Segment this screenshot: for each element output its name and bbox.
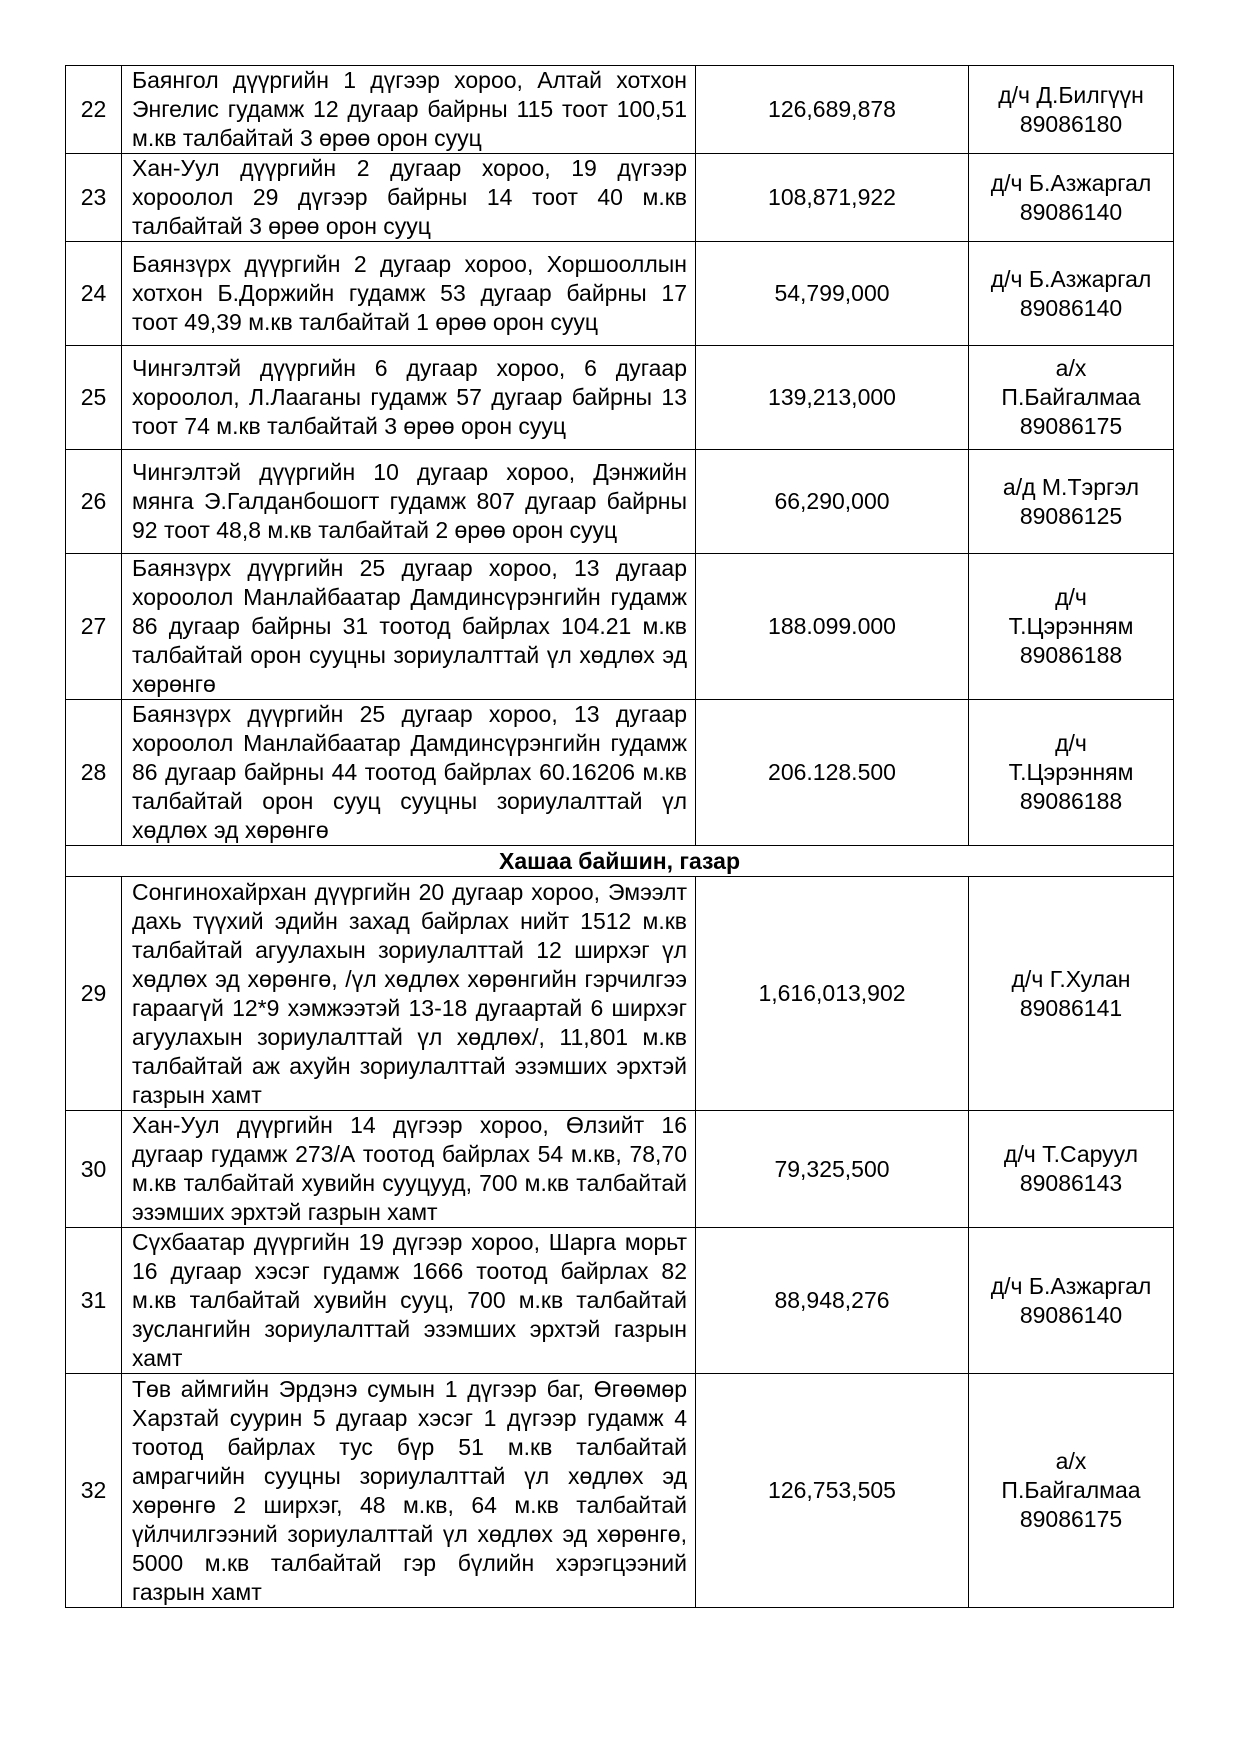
contact-person xyxy=(969,700,1174,846)
contact-person xyxy=(969,554,1174,700)
contact-line: 89086188 xyxy=(1019,642,1123,668)
property-price: 88,948,276 xyxy=(696,1228,969,1374)
property-description: Хан-Уул дүүргийн 14 дүгээр хороо, Өлзийт 16 дугаар гудамж 273/А тоотод байрлах 54 м.кв, 78,70 м.кв талбайтай хувийн сууцууд, 700 м.кв талбайтай эзэмших эрхтэй газрын хамт xyxy=(122,1111,696,1228)
table-row xyxy=(66,154,1174,242)
property-description: Баянзүрх дүүргийн 25 дугаар хороо, 13 дугаар хороолол Манлайбаатар Дамдинсүрэнгийн гудамж 86 дугаар байрны 31 тоотод байрлах 104.21 м.кв талбайтай орон сууцны зориулалттай үл хөдлөх эд хөрөнгө xyxy=(122,554,696,700)
table-row xyxy=(66,1111,1174,1228)
contact-person xyxy=(969,1228,1174,1374)
contact-line: д/ч Д.Билгүүн xyxy=(998,81,1144,108)
contact-line: 89086141 xyxy=(1019,994,1123,1021)
contact-line: 89086125 xyxy=(1019,502,1123,529)
contact-line: 89086140 xyxy=(1019,198,1123,225)
contact-person xyxy=(969,1374,1174,1608)
row-number: 32 xyxy=(66,1374,122,1608)
property-description: Төв аймгийн Эрдэнэ сумын 1 дүгээр баг, Өгөөмөр Харзтай суурин 5 дугаар хэсэг 1 дүгээр гудамж 4 тоотод байрлах тус бүр 51 м.кв талбайтай амрагчийн сууцны зориулалттай үл хөдлөх эд хөрөнгө 2 ширхэг, 48 м.кв, 64 м.кв талбайтай үйлчилгээний зориулалттай үл хөдлөх эд хөрөнгө, 5000 м.кв талбайтай гэр бүлийн хэрэгцээний газрын хамт xyxy=(122,1374,696,1608)
property-table xyxy=(65,65,1174,1608)
row-number: 31 xyxy=(66,1228,122,1374)
contact-line: 89086175 xyxy=(1019,1506,1123,1532)
row-number: 25 xyxy=(66,346,122,450)
row-number: 30 xyxy=(66,1111,122,1228)
apartment-rows xyxy=(66,66,1174,846)
contact-line: д/ч Б.Азжаргал xyxy=(990,265,1152,292)
table-row xyxy=(66,1374,1174,1608)
contact-line: а/х xyxy=(1055,355,1087,381)
table-row xyxy=(66,66,1174,154)
property-price: 126,753,505 xyxy=(696,1374,969,1608)
contact-line: 89086175 xyxy=(1019,413,1123,439)
table-row xyxy=(66,554,1174,700)
row-number: 28 xyxy=(66,700,122,846)
contact-line: д/ч Б.Азжаргал xyxy=(990,1272,1152,1299)
property-price: 188.099.000 xyxy=(696,554,969,700)
contact-person xyxy=(969,242,1174,346)
property-price: 108,871,922 xyxy=(696,154,969,242)
row-number: 27 xyxy=(66,554,122,700)
contact-line: Т.Цэрэнням xyxy=(1008,759,1134,785)
contact-line: д/ч xyxy=(1055,730,1087,756)
contact-line: Т.Цэрэнням xyxy=(1008,613,1134,639)
table-row xyxy=(66,242,1174,346)
property-description: Хан-Уул дүүргийн 2 дугаар хороо, 19 дүгээр хороолол 29 дүгээр байрны 14 тоот 40 м.кв талбайтай 3 өрөө орон сууц xyxy=(122,154,696,242)
row-number: 24 xyxy=(66,242,122,346)
property-price: 1,616,013,902 xyxy=(696,877,969,1111)
row-number: 29 xyxy=(66,877,122,1111)
contact-line: 89086188 xyxy=(1019,788,1123,814)
contact-person xyxy=(969,1111,1174,1228)
table-row xyxy=(66,346,1174,450)
contact-person xyxy=(969,154,1174,242)
property-price: 139,213,000 xyxy=(696,346,969,450)
property-price: 79,325,500 xyxy=(696,1111,969,1228)
contact-line: д/ч Г.Хулан xyxy=(1011,965,1131,992)
contact-line: д/ч Б.Азжаргал xyxy=(990,169,1152,196)
contact-person xyxy=(969,346,1174,450)
table-row xyxy=(66,700,1174,846)
table-row xyxy=(66,450,1174,554)
section-row xyxy=(66,846,1174,877)
contact-person xyxy=(969,450,1174,554)
property-price: 66,290,000 xyxy=(696,450,969,554)
property-description: Баянзүрх дүүргийн 2 дугаар хороо, Хоршооллын хотхон Б.Доржийн гудамж 53 дугаар байрны 17 тоот 49,39 м.кв талбайтай 1 өрөө орон сууц xyxy=(122,242,696,346)
property-table-page xyxy=(65,65,1174,1608)
property-description: Сонгинохайрхан дүүргийн 20 дугаар хороо, Эмээлт дахь түүхий эдийн захад байрлах нийт 1512 м.кв талбайтай агуулахын зориулалттай 12 ширхэг үл хөдлөх эд хөрөнгө, /үл хөдлөх хөрөнгийн гэрчилгээ гараагүй 12*9 хэмжээтэй 13-18 дугаартай 6 ширхэг агуулахын зориулалттай үл хөдлөх/, 11,801 м.кв талбайтай аж ахуйн зориулалттай эзэмших эрхтэй газрын хамт xyxy=(122,877,696,1111)
property-description: Чингэлтэй дүүргийн 6 дугаар хороо, 6 дугаар хороолол, Л.Лааганы гудамж 57 дугаар байрны 13 тоот 74 м.кв талбайтай 3 өрөө орон сууц xyxy=(122,346,696,450)
row-number: 23 xyxy=(66,154,122,242)
property-price: 126,689,878 xyxy=(696,66,969,154)
contact-line: П.Байгалмаа xyxy=(1001,1477,1141,1503)
contact-person xyxy=(969,877,1174,1111)
table-row xyxy=(66,877,1174,1111)
row-number: 22 xyxy=(66,66,122,154)
contact-line: д/ч Т.Саруул xyxy=(1003,1141,1139,1167)
contact-line: 89086180 xyxy=(1019,110,1123,137)
contact-line: а/д М.Тэргэл xyxy=(1002,473,1140,500)
contact-person xyxy=(969,66,1174,154)
property-description: Чингэлтэй дүүргийн 10 дугаар хороо, Дэнжийн мянга Э.Галданбошогт гудамж 807 дугаар байрны 92 тоот 48,8 м.кв талбайтай 2 өрөө орон сууц xyxy=(122,450,696,554)
property-price: 54,799,000 xyxy=(696,242,969,346)
contact-line: 89086143 xyxy=(1019,1170,1123,1196)
contact-line: д/ч xyxy=(1055,584,1087,610)
section-group xyxy=(66,846,1174,877)
property-description: Баянзүрх дүүргийн 25 дугаар хороо, 13 дугаар хороолол Манлайбаатар Дамдинсүрэнгийн гудамж 86 дугаар байрны 44 тоотод байрлах 60.16206 м.кв талбайтай орон сууц сууцны зориулалттай үл хөдлөх эд хөрөнгө xyxy=(122,700,696,846)
table-row xyxy=(66,1228,1174,1374)
section-title: Хашаа байшин, газар xyxy=(66,846,1174,877)
contact-line: 89086140 xyxy=(1019,1301,1123,1328)
row-number: 26 xyxy=(66,450,122,554)
land-house-rows xyxy=(66,877,1174,1608)
property-price: 206.128.500 xyxy=(696,700,969,846)
contact-line: 89086140 xyxy=(1019,294,1123,321)
contact-line: П.Байгалмаа xyxy=(1001,384,1141,410)
property-description: Баянгол дүүргийн 1 дүгээр хороо, Алтай хотхон Энгелис гудамж 12 дугаар байрны 115 тоот 100,51 м.кв талбайтай 3 өрөө орон сууц xyxy=(122,66,696,154)
contact-line: а/х xyxy=(1055,1448,1087,1474)
property-description: Сүхбаатар дүүргийн 19 дүгээр хороо, Шарга морьт 16 дугаар хэсэг гудамж 1666 тоотод байрлах 82 м.кв талбайтай хувийн сууц, 700 м.кв талбайтай зуслангийн зориулалттай эзэмших эрхтэй газрын хамт xyxy=(122,1228,696,1374)
